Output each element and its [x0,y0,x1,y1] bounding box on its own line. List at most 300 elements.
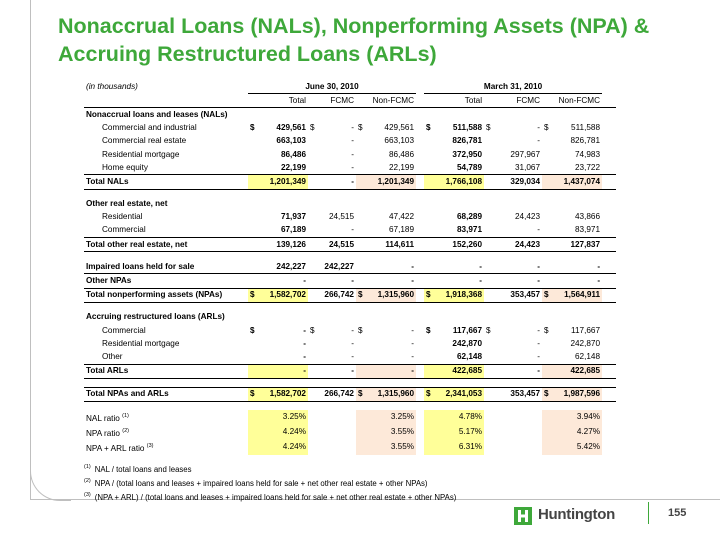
row-label [84,211,248,224]
cell-value: - [303,325,306,335]
cell-value: 117,667 [452,325,483,335]
cell-value: 422,685 [452,366,483,376]
spacer-cell [602,364,616,378]
table-row [84,260,616,274]
currency-symbol: $ [544,290,549,300]
spacer-row [84,189,616,198]
value-cell [542,175,602,189]
currency-symbol: $ [486,123,491,133]
value-cell [484,122,542,135]
spacer-cell [84,252,616,261]
table-row [84,274,616,288]
row-label [84,410,248,425]
row-label-text: Total ARLs [86,366,129,376]
value-cell [424,324,484,337]
cell-value: - [303,338,306,348]
spacer-cell [416,122,424,135]
cell-value: - [537,225,541,235]
cell-value: 1,201,349 [377,176,415,186]
spacer-cell [602,324,616,337]
footnote-mark: (1) [122,412,129,419]
value-cell [424,260,484,274]
value-cell [308,337,356,350]
value-cell [542,387,602,401]
row-label-text: Commercial [102,225,146,235]
spacer-cell [416,80,424,94]
spacer-cell [416,410,424,425]
value-cell [542,288,602,302]
value-cell [248,440,308,455]
value-cell [484,274,542,288]
spacer-cell [602,260,616,274]
spacer-cell [84,378,616,387]
cell-value: - [597,276,601,286]
cell-value: 826,781 [452,136,483,146]
period-march: March 31, 2010 [424,80,602,94]
logo-separator [648,502,649,524]
units-label [84,80,248,94]
section-header-row [84,108,616,122]
row-label [84,175,248,189]
cell-value: - [411,261,415,271]
value-cell [542,148,602,161]
row-label-text: Residential [102,212,143,222]
table-row [84,425,616,440]
value-cell [356,211,416,224]
value-cell [424,350,484,364]
cell-value: 826,781 [570,136,601,146]
spacer-cell [416,440,424,455]
value-cell [308,175,356,189]
value-cell [484,410,542,425]
value-cell [542,350,602,364]
currency-symbol: $ [358,290,363,300]
value-cell [484,350,542,364]
value-cell [356,175,416,189]
value-cell [248,175,308,189]
cell-value: - [537,261,541,271]
cell-value: 2,341,053 [445,389,483,399]
currency-symbol: $ [310,123,315,133]
cell-value: - [479,276,483,286]
column-header: FCMC [308,94,356,108]
value-cell [356,274,416,288]
value-cell [248,364,308,378]
table-row [84,148,616,161]
spacer-cell [416,148,424,161]
cell-value: 242,870 [570,338,601,348]
cell-value: 86,486 [280,149,306,159]
row-label [84,364,248,378]
value-cell [542,440,602,455]
spacer-row [84,401,616,410]
cell-value: 117,667 [571,325,601,335]
value-cell [542,211,602,224]
value-cell [424,274,484,288]
currency-symbol: $ [426,389,431,399]
table-row [84,440,616,455]
spacer-cell [602,387,616,401]
row-label [84,337,248,350]
cell-value: 329,034 [510,176,541,186]
logo-mark-icon [514,507,532,525]
value-cell [308,224,356,238]
footnote-3: $^{(3)}$ (NPA + ARL) / (total loans and leases + impaired loans held for sale + net other real estate + other NPAs) [84,492,457,502]
column-header-row [84,94,616,108]
footnote-2: $^{(2)}$ NPA / (total loans and leases + impaired loans held for sale + net other real estate + other NPAs) [84,478,428,488]
value-cell [356,238,416,252]
value-cell [424,387,484,401]
row-label-text: Other NPAs [86,276,132,286]
value-cell [484,425,542,440]
cell-value: 4.24% [282,442,306,452]
value-cell [542,161,602,175]
spacer-cell [602,135,616,148]
spacer-row [84,302,616,311]
cell-value: 83,971 [575,225,601,235]
value-cell [424,161,484,175]
cell-value: 3.94% [576,412,601,422]
section-header-row [84,311,616,324]
spacer-cell [602,175,616,189]
value-cell [248,410,308,425]
spacer-cell [602,80,616,94]
cell-value: 663,103 [276,136,306,146]
cell-value: 86,486 [388,149,415,159]
spacer-cell [602,224,616,238]
value-cell [248,260,308,274]
currency-symbol: $ [426,290,431,300]
cell-value: - [411,351,415,361]
cell-value: 62,148 [456,351,483,361]
row-label [84,274,248,288]
footnote-1: $^{(1)}$ NAL / total loans and leases [84,464,192,474]
cell-value: 1,987,596 [563,389,601,399]
value-cell [356,364,416,378]
column-header: Non-FCMC [356,94,416,108]
value-cell [424,337,484,350]
cell-value: - [411,325,415,335]
table-row [84,288,616,302]
spacer-cell [602,410,616,425]
currency-symbol: $ [544,389,549,399]
cell-value: 429,561 [276,123,306,133]
row-label [84,122,248,135]
cell-value: - [537,136,541,146]
cell-value: 353,457 [510,389,541,399]
value-cell [356,324,416,337]
value-cell [542,324,602,337]
cell-value: 1,315,960 [377,290,415,300]
value-cell [484,337,542,350]
spacer-cell [602,94,616,108]
spacer-cell [602,148,616,161]
table-row [84,350,616,364]
row-label [84,350,248,364]
spacer-cell [602,350,616,364]
cell-value: 1,564,911 [564,290,601,300]
spacer-row [84,378,616,387]
value-cell [248,148,308,161]
table-row [84,324,616,337]
value-cell [308,148,356,161]
currency-symbol: $ [358,123,363,133]
value-cell [248,350,308,364]
cell-value: - [411,338,415,348]
spacer-cell [416,364,424,378]
cell-value: 242,870 [452,338,483,348]
value-cell [308,122,356,135]
value-cell [424,135,484,148]
border-corner [30,468,71,501]
cell-value: 297,967 [510,149,541,159]
spacer-cell [416,350,424,364]
cell-value: - [411,366,415,376]
row-label-text: Total other real estate, net [86,239,188,249]
value-cell [356,288,416,302]
cell-value: 3.55% [390,442,415,452]
spacer-cell [416,211,424,224]
value-cell [542,238,602,252]
value-cell [424,224,484,238]
cell-value: - [597,261,601,271]
currency-symbol: $ [358,325,363,335]
cell-value: - [351,351,354,361]
table-row [84,122,616,135]
row-label [84,440,248,455]
cell-value: 4.27% [576,427,601,437]
cell-value: 372,950 [452,149,483,159]
table-row [84,364,616,378]
value-cell [308,350,356,364]
cell-value: 24,515 [328,212,354,222]
value-cell [424,175,484,189]
cell-value: 31,067 [514,162,541,172]
row-label-text: Commercial real estate [102,136,187,146]
cell-value: - [303,351,306,361]
spacer-cell [416,337,424,350]
cell-value: - [351,276,354,286]
spacer-cell [416,238,424,252]
cell-value: - [351,162,354,172]
cell-value: - [351,123,354,133]
value-cell [424,364,484,378]
currency-symbol: $ [250,123,255,133]
cell-value: 54,789 [456,162,483,172]
value-cell [248,288,308,302]
cell-value: 266,742 [324,389,354,399]
value-cell [424,122,484,135]
value-cell [248,324,308,337]
cell-value: - [351,325,354,335]
cell-value: 6.31% [458,442,483,452]
spacer-cell [84,302,616,311]
value-cell [308,410,356,425]
value-cell [248,161,308,175]
currency-symbol: $ [250,389,255,399]
spacer-cell [602,337,616,350]
row-label-text: Residential mortgage [102,149,180,159]
page-number: 155 [668,507,687,519]
financial-table [84,80,616,455]
section-header: Other real estate, net [86,199,168,209]
huntington-logo [514,505,634,527]
value-cell [308,274,356,288]
value-cell [308,324,356,337]
value-cell [248,135,308,148]
cell-value: 22,199 [388,162,415,172]
table-row [84,161,616,175]
cell-value: 23,722 [575,162,601,172]
cell-value: - [537,351,541,361]
left-border-line [30,0,31,500]
spacer-cell [602,425,616,440]
value-cell [484,387,542,401]
currency-symbol: $ [544,123,549,133]
cell-value: - [351,366,354,376]
cell-value: 43,866 [575,212,601,222]
cell-value: 1,437,074 [563,176,601,186]
value-cell [542,224,602,238]
value-cell [356,148,416,161]
value-cell [308,260,356,274]
cell-value: 22,199 [280,162,306,172]
cell-value: 1,918,368 [445,290,483,300]
cell-value: 353,457 [510,290,541,300]
row-label [84,238,248,252]
row-label-text: NAL ratio [86,413,120,423]
row-label [84,324,248,337]
row-label [84,260,248,274]
column-header: FCMC [484,94,542,108]
row-label-text: Home equity [102,162,148,172]
cell-value: 74,983 [575,149,601,159]
value-cell [542,337,602,350]
section-header-row [84,198,616,211]
cell-value: 3.25% [282,412,306,422]
cell-value: 67,189 [280,225,306,235]
row-label-text: Residential mortgage [102,338,180,348]
value-cell [356,260,416,274]
row-label-text: Total NPAs and ARLs [86,389,169,399]
value-cell [424,410,484,425]
cell-value: - [351,176,354,186]
value-cell [308,238,356,252]
row-label [84,425,248,440]
cell-value: 3.25% [390,412,415,422]
spacer-cell [602,122,616,135]
cell-value: 24,423 [514,212,541,222]
cell-value: 152,260 [452,239,483,249]
spacer-cell [602,440,616,455]
cell-value: 83,971 [456,225,483,235]
spacer-cell [416,260,424,274]
value-cell [484,288,542,302]
value-cell [424,238,484,252]
value-cell [356,122,416,135]
cell-value: 3.55% [390,427,415,437]
value-cell [484,161,542,175]
value-cell [542,364,602,378]
cell-value: 266,742 [324,290,354,300]
value-cell [542,122,602,135]
value-cell [484,135,542,148]
spacer-cell [84,401,616,410]
value-cell [484,260,542,274]
table-row [84,224,616,238]
table-row [84,238,616,252]
value-cell [356,387,416,401]
period-header-row [84,80,616,94]
value-cell [308,211,356,224]
cell-value: 1,582,702 [269,389,306,399]
row-label-text: Commercial [102,325,146,335]
value-cell [484,224,542,238]
value-cell [308,425,356,440]
spacer-cell [602,238,616,252]
row-label [84,148,248,161]
value-cell [308,440,356,455]
cell-value: - [537,366,541,376]
logo-text: Huntington [538,506,615,523]
spacer-cell [416,274,424,288]
cell-value: 67,189 [388,225,415,235]
row-label [84,161,248,175]
cell-value: 4.24% [282,427,306,437]
row-label-text: Total NALs [86,176,129,186]
value-cell [248,238,308,252]
spacer-cell [84,94,248,108]
currency-symbol: $ [250,325,255,335]
cell-value: 68,289 [456,212,483,222]
spacer-cell [416,161,424,175]
table-row [84,337,616,350]
spacer-cell [416,224,424,238]
cell-value: 4.78% [458,412,483,422]
row-label [84,135,248,148]
value-cell [356,410,416,425]
value-cell [356,161,416,175]
section-header: Accruing restructured loans (ARLs) [86,312,225,322]
value-cell [308,364,356,378]
cell-value: 127,837 [570,239,601,249]
value-cell [484,238,542,252]
value-cell [356,135,416,148]
cell-value: 5.42% [576,442,601,452]
currency-symbol: $ [310,325,315,335]
column-header: Total [248,94,308,108]
currency-symbol: $ [544,325,549,335]
cell-value: 24,515 [328,239,354,249]
row-label [84,387,248,401]
value-cell [542,260,602,274]
table-row [84,387,616,401]
spacer-cell [602,288,616,302]
cell-value: - [351,136,354,146]
value-cell [248,387,308,401]
value-cell [484,211,542,224]
cell-value: 62,148 [575,351,601,361]
period-june: June 30, 2010 [248,80,416,94]
cell-value: 139,126 [276,239,306,249]
cell-value: - [479,261,483,271]
row-label [84,288,248,302]
cell-value: 663,103 [384,136,415,146]
cell-value: - [351,225,354,235]
cell-value: 429,561 [384,123,415,133]
cell-value: 511,588 [452,123,483,133]
footnote-mark: (2) [122,427,129,434]
